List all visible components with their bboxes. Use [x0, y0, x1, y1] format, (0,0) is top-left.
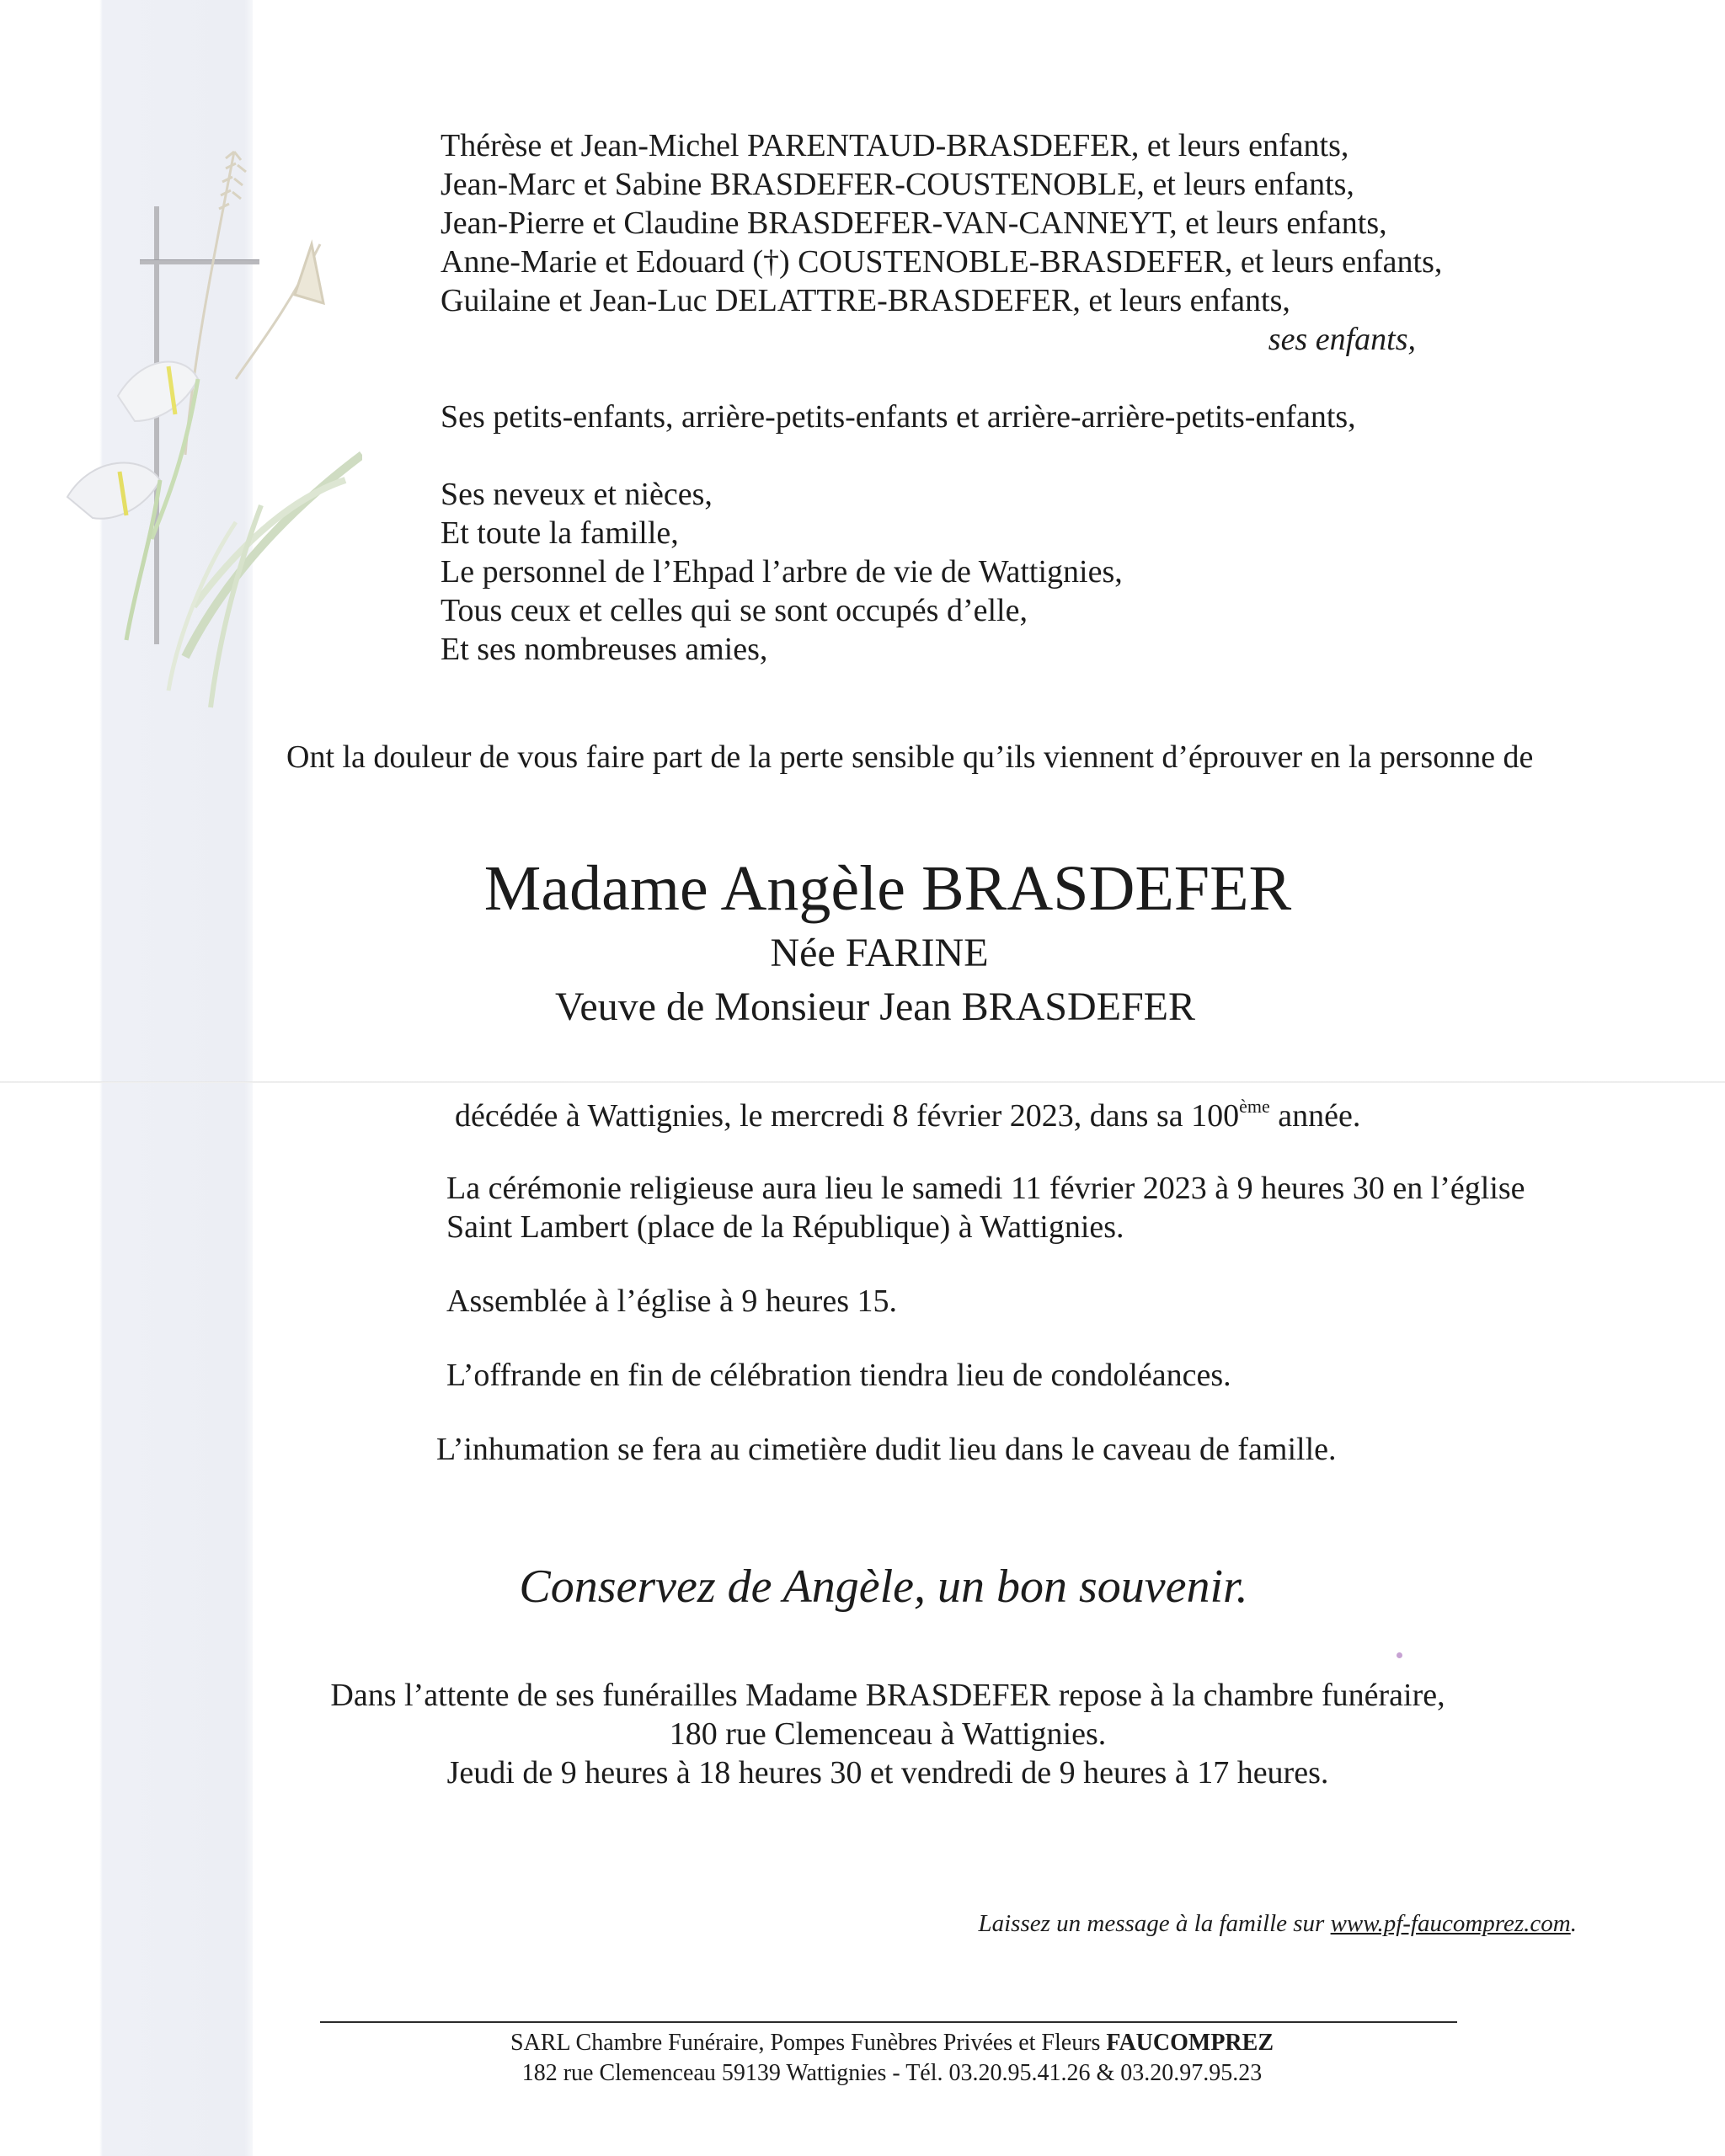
cross-and-lilies-illustration: [42, 101, 362, 741]
grandchildren-line: Ses petits-enfants, arrière-petits-enfants et arrière-arrière-petits-enfants,: [441, 399, 1356, 435]
footer-brand: FAUCOMPREZ: [1106, 2030, 1274, 2056]
remembrance-line: Conservez de Angèle, un bon souvenir.: [519, 1561, 1248, 1613]
family-list: [441, 126, 1502, 669]
vigil-info: [0, 1676, 1725, 1792]
website-link[interactable]: www.pf-faucomprez.com: [1330, 1910, 1571, 1937]
offering-line: L’offrande en fin de célébration tiendra lieu de condoléances.: [446, 1358, 1231, 1393]
leaf-icon: [168, 455, 362, 707]
birth-name: Née FARINE: [770, 931, 989, 975]
fold-line: [0, 1081, 1725, 1083]
relative-line: Ses neveux et nièces,: [441, 477, 713, 512]
family-line: Jean-Pierre et Claudine BRASDEFER-VAN-CANNEYT, et leurs enfants,: [441, 205, 1387, 241]
relative-line: Tous ceux et celles qui se sont occupés d’elle,: [441, 593, 1028, 628]
relative-line: Et ses nombreuses amies,: [441, 632, 768, 667]
deceased-name: Madame Angèle BRASDEFER: [483, 853, 1292, 924]
family-line: Guilaine et Jean-Luc DELATTRE-BRASDEFER, et leurs enfants,: [441, 283, 1290, 318]
ceremony-line: Saint Lambert (place de la République) à Wattignies.: [446, 1209, 1124, 1245]
family-line: Anne-Marie et Edouard (†) COUSTENOBLE-BRASDEFER, et leurs enfants,: [441, 244, 1443, 280]
funeral-home-footer: [0, 2028, 1725, 2089]
family-line: Jean-Marc et Sabine BRASDEFER-COUSTENOBLE, et leurs enfants,: [441, 167, 1354, 202]
ceremony-line: La cérémonie religieuse aura lieu le samedi 11 février 2023 à 9 heures 30 en l’église: [446, 1171, 1525, 1206]
vigil-line: Dans l’attente de ses funérailles Madame BRASDEFER repose à la chambre funéraire,: [330, 1678, 1445, 1713]
footer-company-text: SARL Chambre Funéraire, Pompes Funèbres Privées et Fleurs: [510, 2030, 1107, 2056]
death-text-end: année.: [1269, 1098, 1361, 1134]
footer-company: [59, 2028, 1725, 2058]
funeral-details: [436, 1096, 1642, 1469]
assembly-line: Assemblée à l’église à 9 heures 15.: [446, 1283, 897, 1319]
cross-icon: [140, 206, 259, 644]
message-end: .: [1570, 1910, 1577, 1937]
relative-line: Et toute la famille,: [441, 515, 679, 551]
paper-speck: [1397, 1652, 1402, 1658]
online-message: [979, 1908, 1578, 1939]
death-notice: [446, 1097, 1642, 1135]
ordinal-suffix: ème: [1239, 1096, 1270, 1117]
vigil-line: Jeudi de 9 heures à 18 heures 30 et vendredi de 9 heures à 17 heures.: [446, 1755, 1329, 1790]
vigil-line: 180 rue Clemenceau à Wattignies.: [669, 1716, 1107, 1752]
wheat-icon: [185, 152, 323, 455]
children-signoff: ses enfants,: [1268, 322, 1416, 357]
death-text: décédée à Wattignies, le mercredi 8 février 2023, dans sa 100: [455, 1098, 1240, 1134]
relative-line: Le personnel de l’Ehpad l’arbre de vie de Wattignies,: [441, 554, 1123, 590]
widow-of: Veuve de Monsieur Jean BRASDEFER: [555, 985, 1195, 1029]
announcement-intro: Ont la douleur de vous faire part de la perte sensible qu’ils viennent d’éprouver en la personne de: [286, 739, 1534, 775]
burial-line: L’inhumation se fera au cimetière dudit lieu dans le caveau de famille.: [436, 1432, 1337, 1467]
family-line: Thérèse et Jean-Michel PARENTAUD-BRASDEFER, et leurs enfants,: [441, 128, 1349, 163]
lily-icon: [67, 362, 198, 640]
footer-divider: [320, 2021, 1457, 2023]
footer-address: 182 rue Clemenceau 59139 Wattignies - Tél. 03.20.95.41.26 & 03.20.97.95.23: [521, 2060, 1263, 2086]
message-text: Laissez un message à la famille sur: [978, 1910, 1331, 1937]
